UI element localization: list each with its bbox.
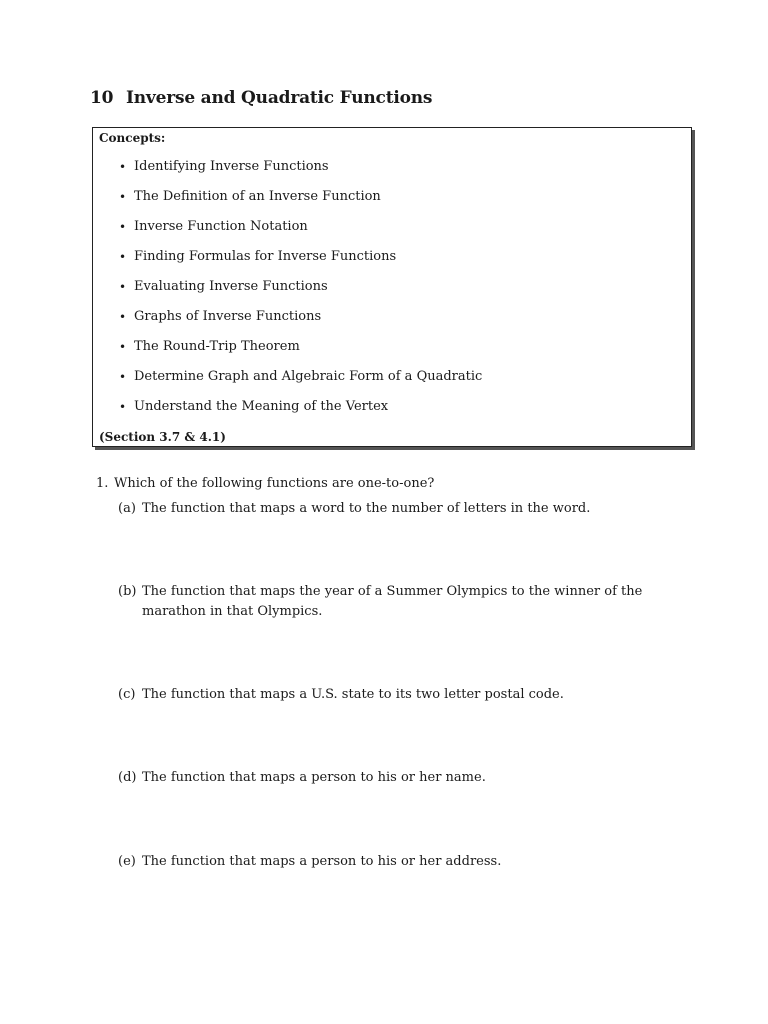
part-label: (c): [118, 687, 136, 702]
concept-item: [93, 216, 482, 246]
concept-item-text: The Round-Trip Theorem: [134, 339, 300, 354]
question-part-d: [118, 768, 688, 788]
bullet-icon: •: [119, 250, 127, 264]
concept-item: [93, 336, 482, 366]
concept-item-text: The Definition of an Inverse Function: [134, 189, 381, 204]
question-number: 1.: [96, 476, 109, 491]
concepts-list: [93, 156, 482, 426]
part-text: The function that maps a person to his or her address.: [142, 854, 502, 869]
question-1: [96, 476, 434, 491]
concept-item-text: Graphs of Inverse Functions: [134, 309, 322, 324]
bullet-icon: •: [119, 340, 127, 354]
concept-item-text: Identifying Inverse Functions: [134, 159, 329, 174]
concept-item-text: Inverse Function Notation: [134, 219, 308, 234]
part-label: (a): [118, 501, 136, 516]
bullet-icon: •: [119, 280, 127, 294]
concept-item-text: Determine Graph and Algebraic Form of a Quadratic: [134, 369, 483, 384]
question-part-a: [118, 499, 688, 519]
question-text: Which of the following functions are one-to-one?: [114, 476, 435, 491]
concept-item: [93, 306, 482, 336]
question-part-e: [118, 852, 688, 872]
part-label: (b): [118, 584, 137, 599]
concept-item: [93, 156, 482, 186]
concept-item-text: Understand the Meaning of the Vertex: [134, 399, 389, 414]
concept-item: [93, 366, 482, 396]
section-heading: [90, 88, 432, 108]
bullet-icon: •: [119, 370, 127, 384]
bullet-icon: •: [119, 220, 127, 234]
part-label: (d): [118, 770, 137, 785]
concept-item: [93, 396, 482, 426]
section-title: Inverse and Quadratic Functions: [126, 88, 433, 108]
part-text: The function that maps a word to the number of letters in the word.: [142, 501, 591, 516]
concept-item: [93, 186, 482, 216]
part-text: The function that maps a person to his or her name.: [142, 770, 486, 785]
concepts-box: [92, 127, 692, 447]
part-label: (e): [118, 854, 136, 869]
concept-item: [93, 246, 482, 276]
bullet-icon: •: [119, 310, 127, 324]
concept-item-text: Evaluating Inverse Functions: [134, 279, 328, 294]
concept-item-text: Finding Formulas for Inverse Functions: [134, 249, 397, 264]
part-text: The function that maps the year of a Summer Olympics to the winner of the marathon in that Olympics.: [142, 584, 643, 619]
section-reference: (Section 3.7 & 4.1): [99, 430, 226, 444]
part-text: The function that maps a U.S. state to its two letter postal code.: [142, 687, 564, 702]
question-part-b: [118, 582, 688, 622]
section-number: 10: [90, 88, 114, 108]
concept-item: [93, 276, 482, 306]
bullet-icon: •: [119, 400, 127, 414]
bullet-icon: •: [119, 160, 127, 174]
question-part-c: [118, 685, 688, 705]
concepts-heading: Concepts:: [99, 131, 166, 145]
bullet-icon: •: [119, 190, 127, 204]
